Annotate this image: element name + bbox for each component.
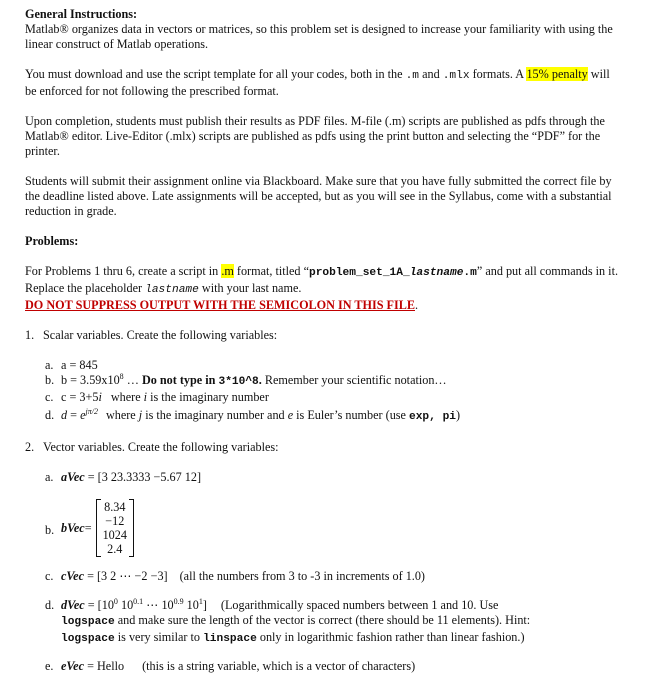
imaginary-i: i: [98, 390, 102, 404]
question-2: [25, 440, 620, 455]
var-dvec: dVec: [61, 598, 85, 612]
text: =: [84, 520, 92, 535]
item-letter: c.: [45, 390, 54, 404]
text: only in logarithmic fashion rather than linear fashion.): [256, 630, 525, 644]
italic: i: [143, 390, 148, 404]
code-mlx: .mlx: [442, 70, 470, 82]
italic: e: [287, 408, 294, 422]
text: formats. A: [469, 67, 527, 81]
item-letter: a.: [45, 470, 54, 484]
general-instructions: [25, 7, 620, 52]
exponent: 8: [119, 371, 124, 381]
text: .: [415, 298, 419, 312]
q1-c-value: c = 3+5: [61, 390, 99, 404]
var-evec: eVec: [61, 659, 85, 673]
general-instructions-title: General Instructions:: [25, 7, 138, 21]
text: is very similar to: [114, 630, 204, 644]
question-1: [25, 328, 620, 343]
text: and: [419, 67, 443, 81]
paragraph-matlab-organizes: Matlab® organizes data in vectors or matrices, so this problem set is designed to increase your familiarity with using the linear construct of Matlab operations.: [25, 22, 613, 51]
text: is the imaginary number and: [142, 408, 288, 422]
item-letter: a.: [45, 358, 54, 372]
text: format, titled “: [233, 264, 309, 278]
filename-code: problem_set_1A_: [308, 267, 410, 279]
filename-lastname: lastname: [409, 267, 464, 279]
euler-e: e: [80, 408, 86, 422]
text: ” and put all commands in it. Replace the placeholder: [25, 264, 619, 295]
highlight-m: .m: [221, 264, 234, 278]
text: will be enforced for not following the prescribed format.: [25, 67, 610, 98]
placeholder-lastname: lastname: [145, 284, 199, 296]
problems-title: Problems:: [25, 234, 79, 248]
paragraph-template: [25, 67, 620, 99]
matrix-entry: 2.4: [107, 542, 123, 556]
dvec-note: (Logarithmically spaced numbers between 1 and 10. Use: [220, 598, 499, 612]
filename-ext: .m: [463, 267, 477, 279]
text: =: [67, 408, 81, 422]
matrix-entry: −12: [105, 514, 125, 528]
paragraph-publish-pdf: Upon completion, students must publish their results as PDF files. M-file (.m) scripts are published as pdfs through the Matlab® editor. Live-Editor (.mlx) scripts are published as pdfs using the print button and selecting the “PDF” for the printer.: [25, 114, 605, 158]
exponent: 0.9: [173, 596, 184, 606]
item-letter: b.: [45, 523, 55, 537]
avec-value: = [3 23.3333 −5.67 12]: [84, 470, 202, 484]
bold-text: Do not type in: [141, 373, 219, 387]
code: exp, pi: [409, 411, 456, 423]
text: with your last name.: [198, 281, 302, 295]
q1-a-value: a = 845: [61, 358, 98, 372]
text: 10: [117, 598, 134, 612]
code-linspace: linspace: [203, 633, 257, 645]
bvec-row: [61, 499, 620, 557]
question-text: Scalar variables. Create the following variables:: [43, 328, 278, 342]
var-cvec: cVec: [61, 569, 85, 583]
text: ⋯ 10: [143, 598, 174, 612]
q1-item-b: [45, 373, 620, 390]
q1-item-a: [45, 358, 620, 373]
evec-value: = Hello: [84, 659, 125, 673]
text: For Problems 1 thru 6, create a script in: [25, 264, 222, 278]
item-letter: c.: [45, 569, 54, 583]
text: You must download and use the script template for all your codes, both in the: [25, 67, 406, 81]
text: is the imaginary number: [147, 390, 269, 404]
item-letter: d.: [45, 598, 55, 612]
item-letter: b.: [45, 373, 55, 387]
text: 10: [183, 598, 199, 612]
q1-item-d: [45, 408, 620, 425]
document-page: [25, 7, 620, 674]
matrix-entry: 8.34: [104, 500, 126, 514]
italic: j: [138, 408, 143, 422]
highlight-15-percent: 15%: [526, 67, 549, 81]
text: Remember your scientific notation…: [261, 373, 447, 387]
text: ): [456, 408, 461, 422]
text: where: [105, 408, 139, 422]
q1-item-c: [45, 390, 620, 405]
text: is Euler’s number (use: [293, 408, 409, 422]
code: 3*10^8: [218, 376, 259, 388]
text: = [10: [84, 598, 114, 612]
item-letter: e.: [45, 659, 54, 673]
var-bvec: bVec: [61, 520, 85, 535]
exponent: 0.1: [133, 596, 144, 606]
bvec-column-vector: [96, 499, 134, 557]
problems-intro: [25, 264, 620, 313]
bold-text: .: [258, 373, 262, 387]
item-letter: d.: [45, 408, 55, 422]
text: where: [110, 390, 144, 404]
text: and make sure the length of the vector is correct (there should be 11 elements). Hint:: [114, 613, 531, 627]
highlight-penalty: penalty: [551, 67, 588, 81]
text: …: [123, 373, 142, 387]
q2-item-d: [45, 598, 620, 647]
semicolon-warning: DO NOT SUPPRESS OUTPUT WITH THE SEMICOLON IN THIS FILE: [25, 298, 415, 312]
question-number: 1.: [25, 328, 35, 342]
q2-item-a: [45, 470, 620, 485]
code-m: .m: [405, 70, 420, 82]
q2-item-b: [45, 499, 620, 557]
matrix-entry: 1024: [102, 528, 127, 542]
exponent: 0: [113, 596, 118, 606]
evec-note: (this is a string variable, which is a vector of characters): [142, 659, 416, 673]
cvec-value: = [3 2 ⋯ −2 −3]: [84, 569, 168, 583]
var-avec: aVec: [61, 470, 85, 484]
q1-b-value: b = 3.59x10: [61, 373, 120, 387]
question-text: Vector variables. Create the following variables:: [43, 440, 279, 454]
text: ]: [202, 598, 207, 612]
var-d: d: [61, 408, 68, 422]
q2-item-e: [45, 659, 620, 674]
cvec-note: (all the numbers from 3 to -3 in increments of 1.0): [179, 569, 425, 583]
code-logspace: logspace: [61, 616, 115, 628]
paragraph-blackboard: Students will submit their assignment online via Blackboard. Make sure that you have fully submitted the correct file by the deadline listed above. Late assignments will be accepted, but as you will see in the Syllabus, come with a substantial reduction in grade.: [25, 174, 612, 218]
question-number: 2.: [25, 440, 35, 454]
code-logspace: logspace: [61, 633, 115, 645]
q2-item-c: [45, 569, 620, 584]
exponent: jπ/2: [85, 406, 98, 416]
exponent: 1: [198, 596, 203, 606]
